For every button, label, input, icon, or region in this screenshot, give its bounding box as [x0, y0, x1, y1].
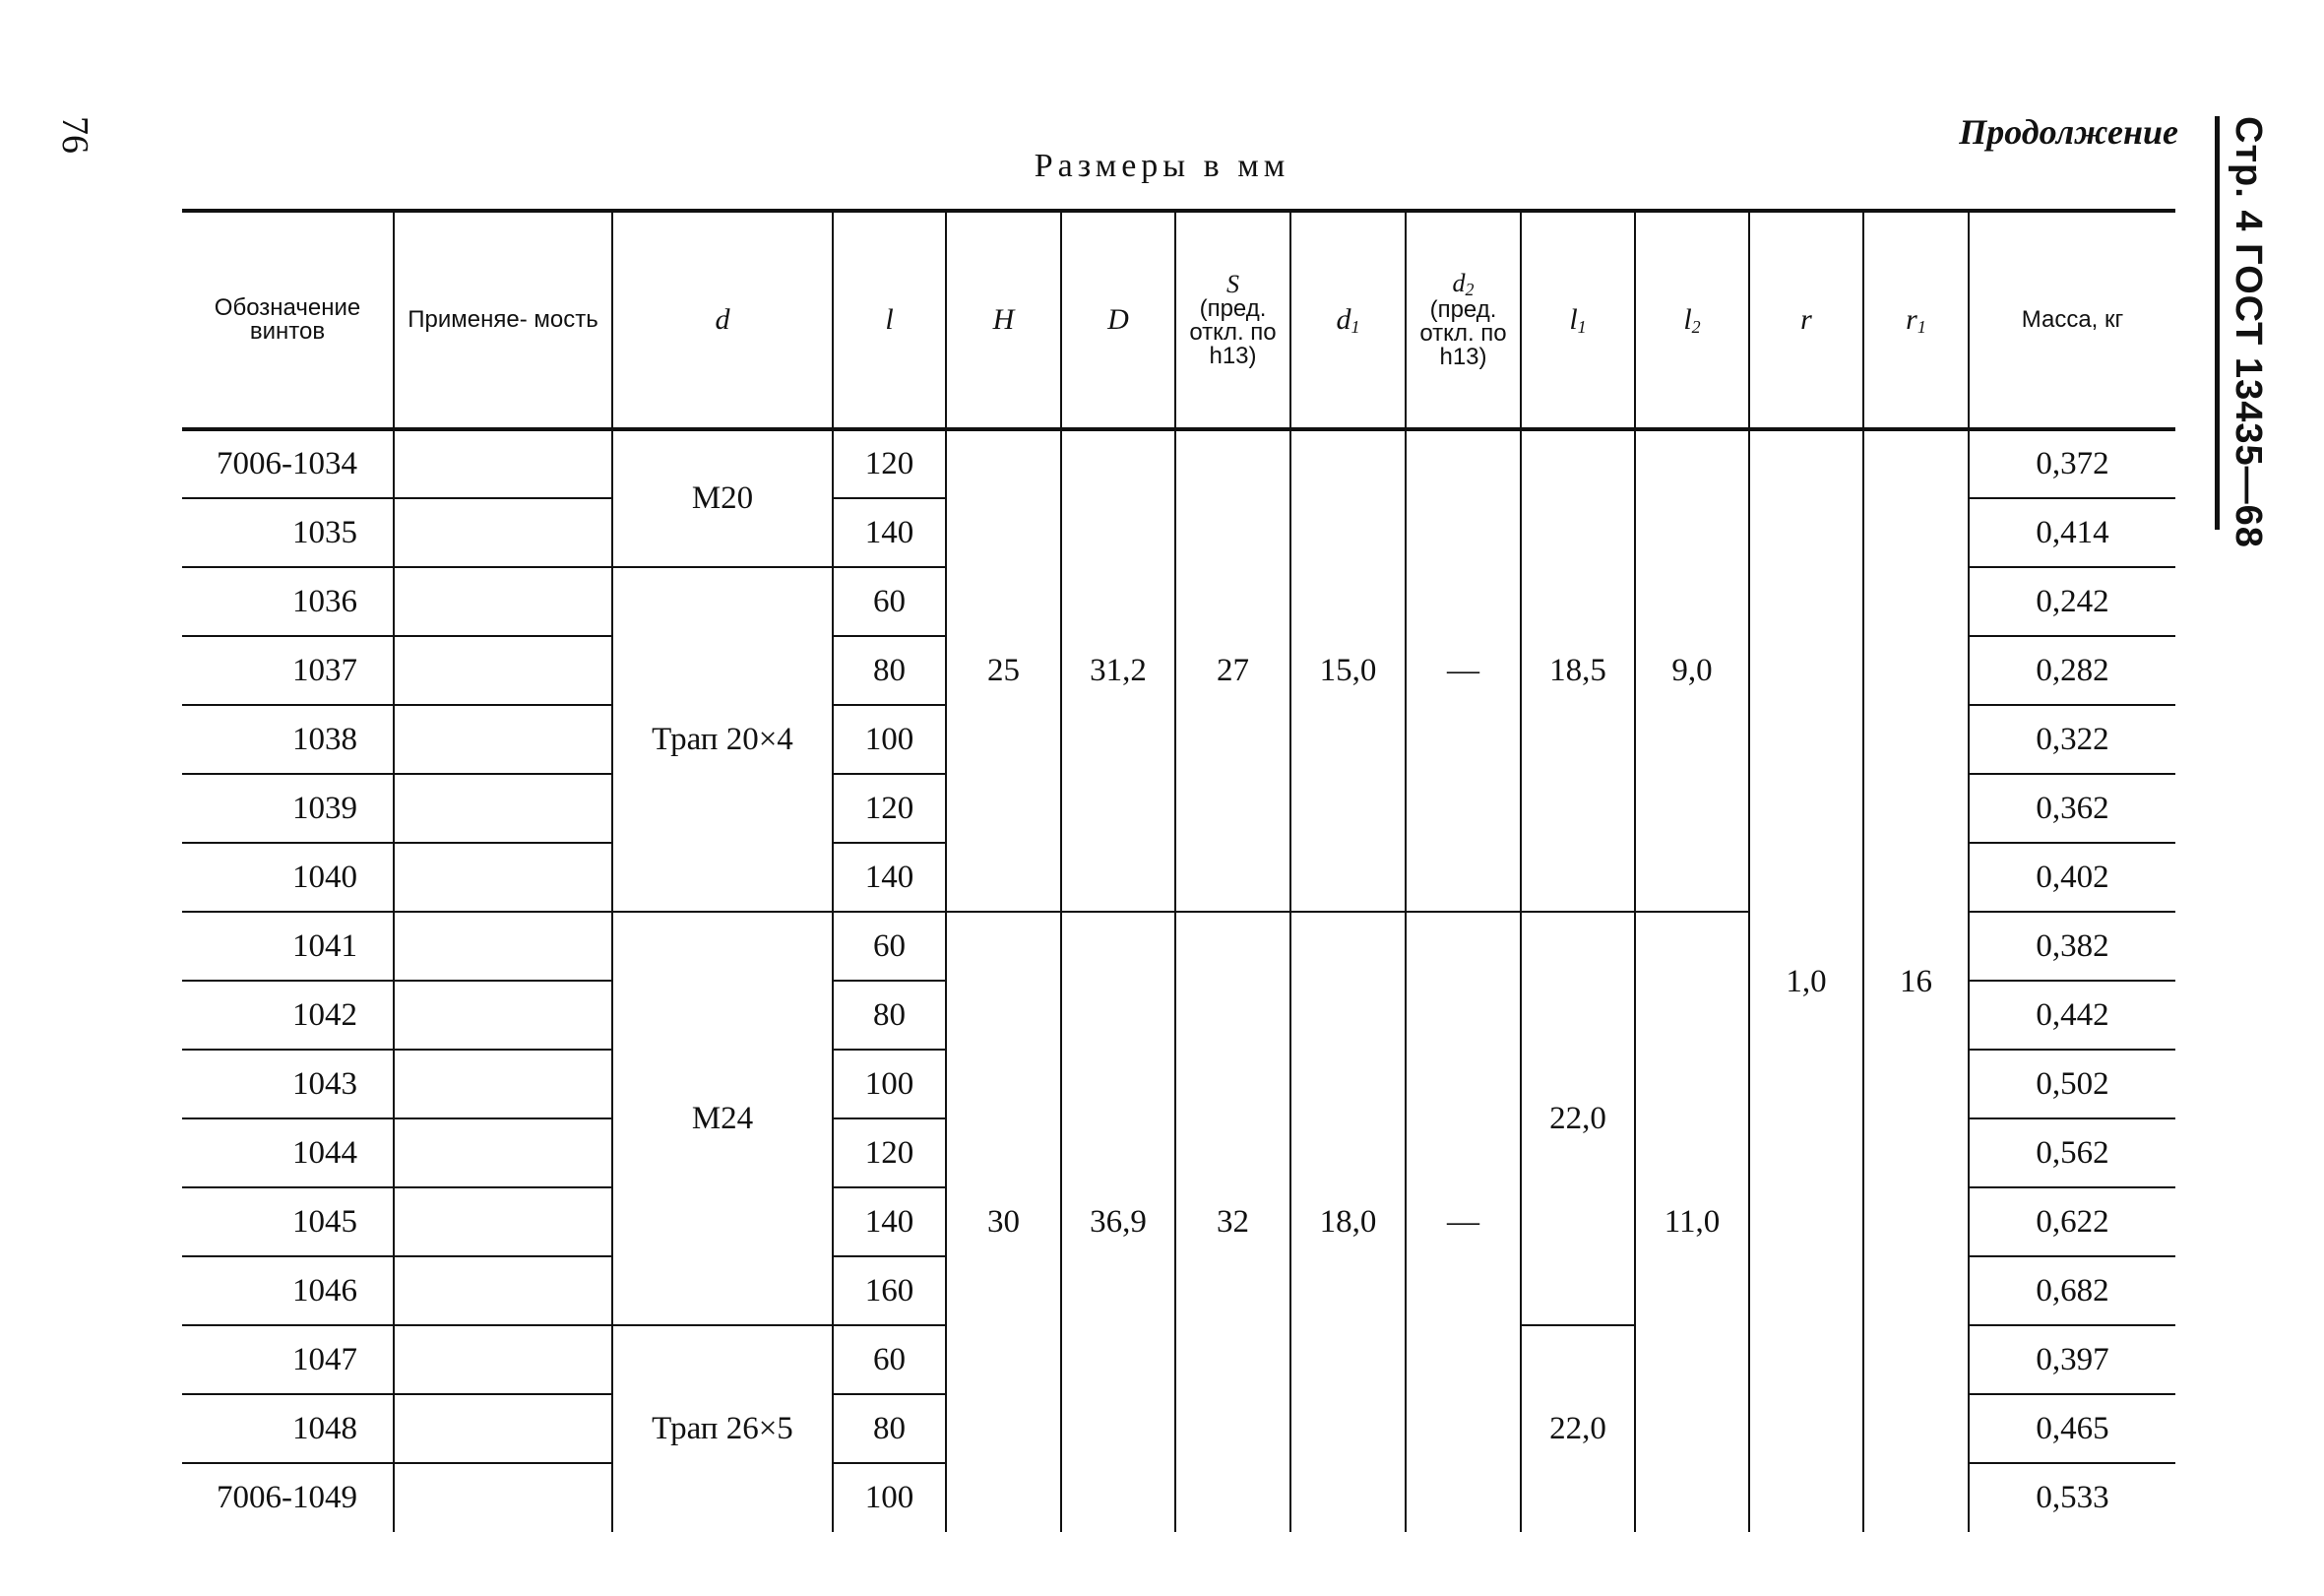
header-r: r: [1749, 211, 1863, 429]
applicability-cell: [394, 843, 612, 912]
header-d1-subscript: 1: [1350, 316, 1360, 337]
screw-code: 1048: [182, 1394, 394, 1463]
length-cell: 120: [833, 1118, 946, 1187]
S-group-2: 32: [1175, 912, 1290, 1532]
applicability-cell: [394, 1050, 612, 1118]
continuation-label: Продолжение: [1959, 112, 2178, 152]
header-S-note: (пред. откл. по h13): [1189, 295, 1277, 369]
header-S-symbol: S: [1226, 270, 1239, 298]
D-group-2: 36,9: [1061, 912, 1175, 1532]
length-cell: 80: [833, 981, 946, 1050]
length-cell: 160: [833, 1256, 946, 1325]
screw-code: 1035: [182, 498, 394, 567]
units-caption: Размеры в мм: [1034, 148, 1290, 184]
screw-code: 1037: [182, 636, 394, 705]
length-cell: 120: [833, 774, 946, 843]
length-cell: 100: [833, 1050, 946, 1118]
H-group-2: 30: [946, 912, 1061, 1532]
d-group-m24: М24: [612, 912, 833, 1325]
header-r1-symbol: r: [1906, 302, 1917, 336]
d-group-m20: М20: [612, 429, 833, 567]
d1-group-2: 18,0: [1290, 912, 1406, 1532]
mass-cell: 0,382: [1969, 912, 2175, 981]
mass-cell: 0,562: [1969, 1118, 2175, 1187]
applicability-cell: [394, 429, 612, 498]
header-d: d: [612, 211, 833, 429]
length-cell: 100: [833, 705, 946, 774]
header-l1-symbol: l: [1569, 302, 1578, 336]
dimensions-table: [182, 209, 2175, 1532]
applicability-cell: [394, 1256, 612, 1325]
applicability-cell: [394, 1325, 612, 1394]
r1-common: 16: [1863, 429, 1969, 1532]
header-d1-symbol: d: [1336, 302, 1351, 336]
l1-group-2b: 22,0: [1521, 1325, 1635, 1532]
length-cell: 120: [833, 429, 946, 498]
header-d1: [1290, 211, 1406, 429]
header-D: D: [1061, 211, 1175, 429]
header-d2-symbol-line: [1407, 271, 1520, 298]
header-d2-note: (пред. откл. по h13): [1419, 296, 1507, 370]
applicability-cell: [394, 1394, 612, 1463]
header-r1-subscript: 1: [1916, 316, 1926, 337]
applicability-cell: [394, 981, 612, 1050]
mass-cell: 0,414: [1969, 498, 2175, 567]
l2-group-2: 11,0: [1635, 912, 1749, 1532]
header-d2-symbol: d: [1452, 269, 1466, 297]
table-row: [182, 429, 2175, 498]
mass-cell: 0,397: [1969, 1325, 2175, 1394]
mass-cell: 0,465: [1969, 1394, 2175, 1463]
mass-cell: 0,402: [1969, 843, 2175, 912]
mass-cell: 0,622: [1969, 1187, 2175, 1256]
header-l2: [1635, 211, 1749, 429]
screw-code: 1044: [182, 1118, 394, 1187]
mass-cell: 0,372: [1969, 429, 2175, 498]
header-row: [182, 211, 2175, 429]
applicability-cell: [394, 912, 612, 981]
page-number: 76: [54, 116, 95, 154]
screw-code: 1039: [182, 774, 394, 843]
d1-group-1: 15,0: [1290, 429, 1406, 912]
applicability-cell: [394, 636, 612, 705]
l2-group-1: 9,0: [1635, 429, 1749, 912]
screw-code: 7006-1034: [182, 429, 394, 498]
header-H: H: [946, 211, 1061, 429]
l1-group-1: 18,5: [1521, 429, 1635, 912]
length-cell: 140: [833, 1187, 946, 1256]
mass-cell: 0,242: [1969, 567, 2175, 636]
length-cell: 60: [833, 912, 946, 981]
d2-group-1: —: [1406, 429, 1521, 912]
d2-group-2: —: [1406, 912, 1521, 1532]
screw-code: 1047: [182, 1325, 394, 1394]
screw-code: 1040: [182, 843, 394, 912]
length-cell: 80: [833, 636, 946, 705]
S-group-1: 27: [1175, 429, 1290, 912]
header-mass: Масса, кг: [1969, 211, 2175, 429]
d-group-trap-26x5: Трап 26×5: [612, 1325, 833, 1532]
mass-cell: 0,362: [1969, 774, 2175, 843]
header-r1: [1863, 211, 1969, 429]
length-cell: 80: [833, 1394, 946, 1463]
D-group-1: 31,2: [1061, 429, 1175, 912]
applicability-cell: [394, 705, 612, 774]
applicability-cell: [394, 1463, 612, 1532]
mass-cell: 0,502: [1969, 1050, 2175, 1118]
screw-code: 7006-1049: [217, 1480, 357, 1515]
screw-code: 1043: [182, 1050, 394, 1118]
applicability-cell: [394, 498, 612, 567]
header-l1: [1521, 211, 1635, 429]
header-l: l: [833, 211, 946, 429]
header-applicability: Применяе- мость: [394, 211, 612, 429]
header-d2: [1406, 211, 1521, 429]
screw-code: 1042: [182, 981, 394, 1050]
length-cell: 100: [833, 1463, 946, 1532]
applicability-cell: [394, 1118, 612, 1187]
screw-code: 1041: [182, 912, 394, 981]
screw-code: 1038: [182, 705, 394, 774]
applicability-cell: [394, 1187, 612, 1256]
length-cell: 140: [833, 498, 946, 567]
header-code: Обозначение винтов: [182, 211, 394, 429]
length-cell: 60: [833, 1325, 946, 1394]
mass-cell: 0,282: [1969, 636, 2175, 705]
r-common: 1,0: [1749, 429, 1863, 1532]
header-l2-subscript: 2: [1691, 316, 1701, 337]
mass-cell: 0,682: [1969, 1256, 2175, 1325]
applicability-cell: [394, 774, 612, 843]
header-l2-symbol: l: [1683, 302, 1692, 336]
d-group-trap-20x4: Трап 20×4: [612, 567, 833, 912]
mass-cell: 0,442: [1969, 981, 2175, 1050]
mass-cell: 0,322: [1969, 705, 2175, 774]
header-S: [1175, 211, 1290, 429]
screw-code: 1036: [182, 567, 394, 636]
side-header: Стр. 4 ГОСТ 13435—68: [2228, 116, 2269, 548]
H-group-1: 25: [946, 429, 1061, 912]
length-cell: 140: [833, 843, 946, 912]
header-l1-subscript: 1: [1577, 316, 1587, 337]
screw-code: 1046: [182, 1256, 394, 1325]
applicability-cell: [394, 567, 612, 636]
header-d2-subscript: 2: [1465, 280, 1475, 299]
screw-code: 1045: [182, 1187, 394, 1256]
l1-group-2a: 22,0: [1521, 912, 1635, 1325]
mass-cell: 0,533: [1969, 1463, 2175, 1532]
length-cell: 60: [833, 567, 946, 636]
side-rule: [2215, 116, 2220, 530]
